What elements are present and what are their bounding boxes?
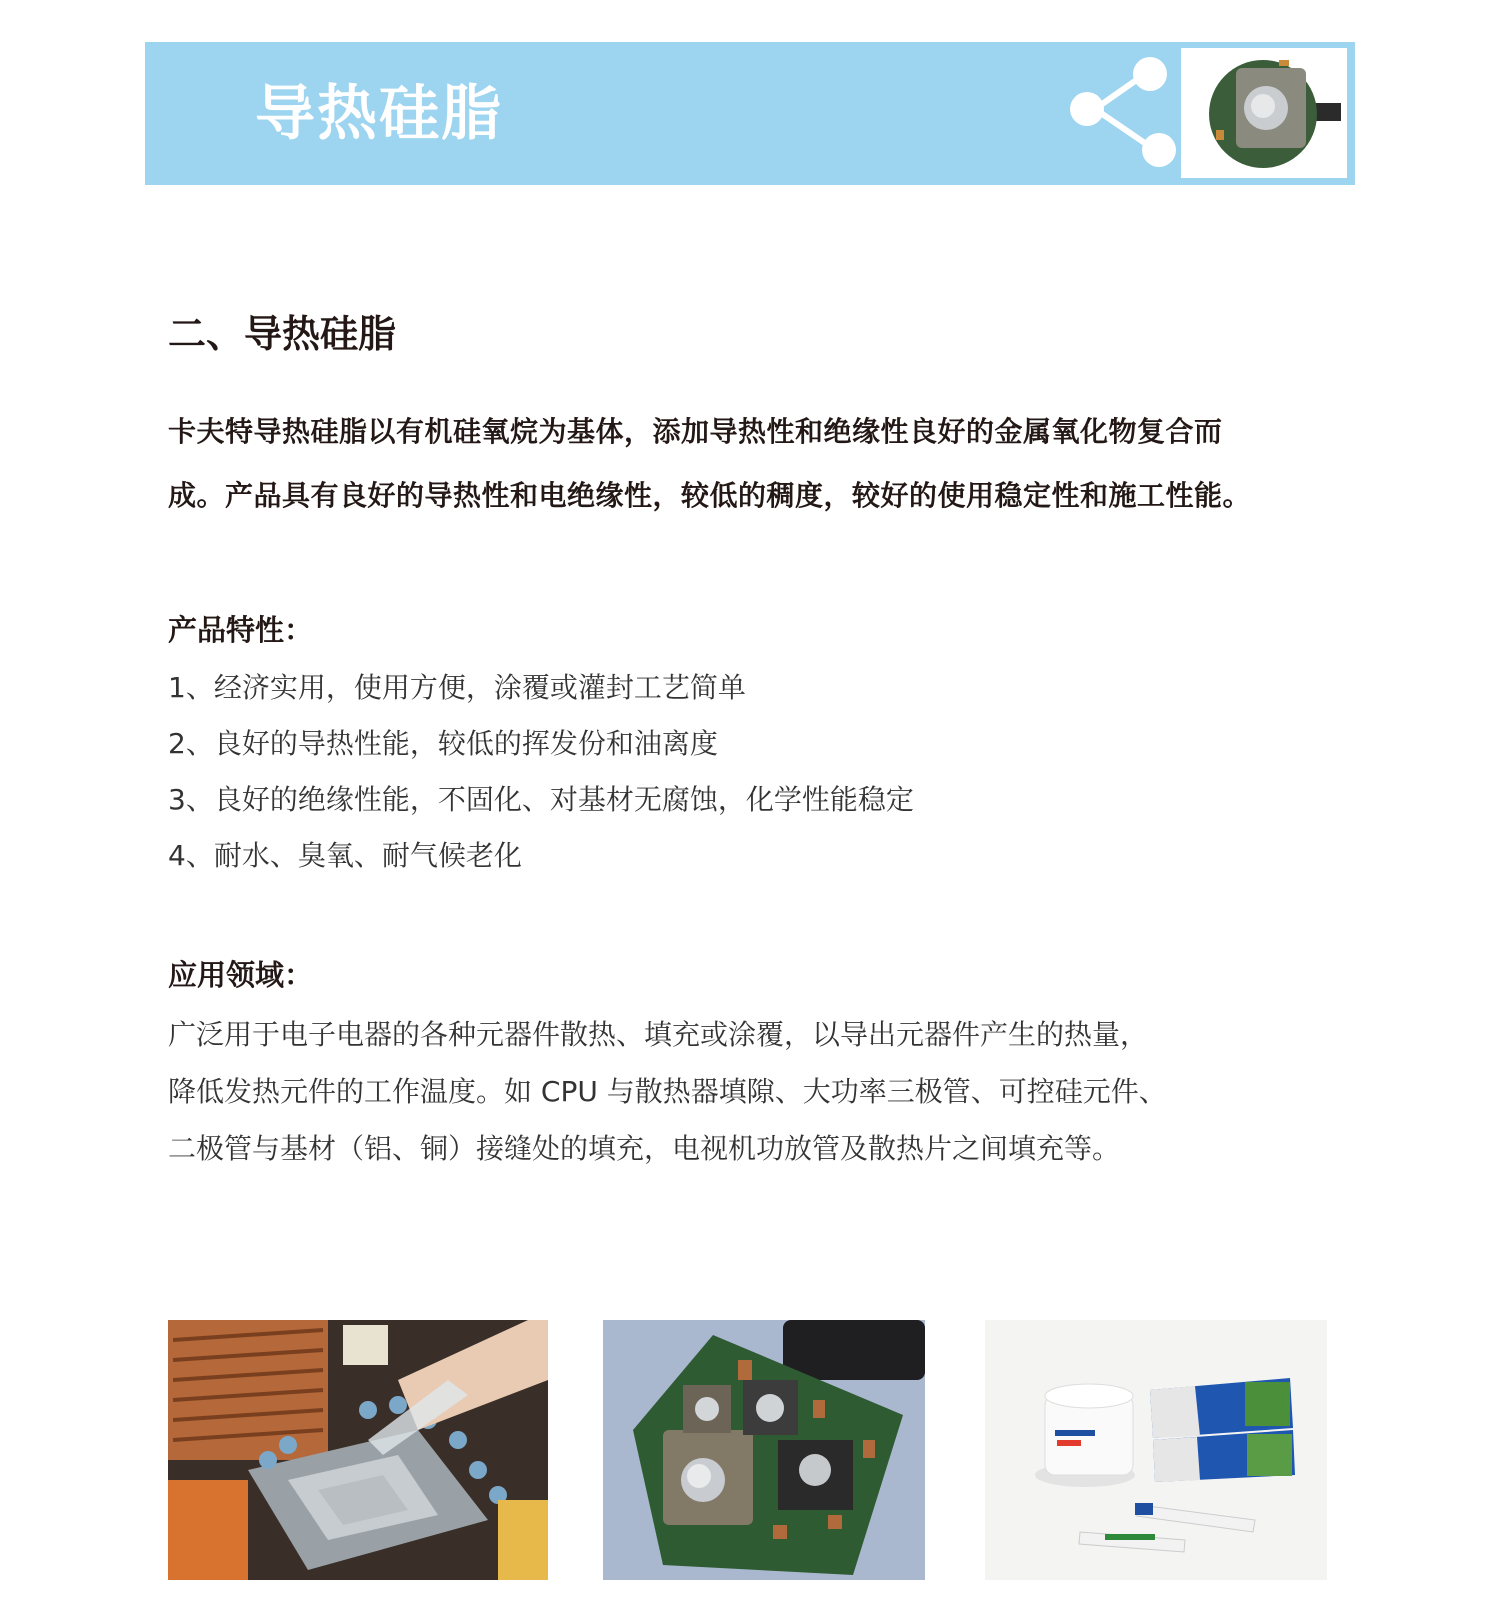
feature-item: 3、良好的绝缘性能，不固化、对基材无腐蚀，化学性能稳定 (168, 783, 914, 816)
intro-line: 成。产品具有良好的导热性和电绝缘性，较低的稠度，较好的使用稳定性和施工性能。 (168, 479, 1252, 512)
section-title: 二、导热硅脂 (168, 312, 397, 356)
feature-item: 1、经济实用，使用方便，涂覆或灌封工艺简单 (168, 671, 746, 704)
application-line: 二极管与基材（铝、铜）接缝处的填充，电视机功放管及散热片之间填充等。 (168, 1132, 1121, 1165)
photo-circuit-board (603, 1320, 925, 1580)
banner-title: 导热硅脂 (255, 79, 503, 149)
features-list (168, 660, 914, 884)
application-paragraph (168, 1006, 1167, 1177)
intro-paragraph (168, 400, 1393, 528)
features-heading: 产品特性： (168, 613, 314, 647)
application-heading: 应用领域： (168, 958, 314, 992)
application-line: 降低发热元件的工作温度。如 CPU 与散热器填隙、大功率三极管、可控硅元件、 (168, 1075, 1167, 1108)
application-line: 广泛用于电子电器的各种元器件散热、填充或涂覆，以导出元器件产生的热量， (168, 1018, 1149, 1051)
photo-cpu-application (168, 1320, 548, 1580)
share-icon (1065, 52, 1185, 172)
photo-product-packaging (985, 1320, 1327, 1580)
product-thumbnail (1181, 48, 1347, 178)
feature-item: 4、耐水、臭氧、耐气候老化 (168, 839, 522, 872)
intro-line: 卡夫特导热硅脂以有机硅氧烷为基体，添加导热性和绝缘性良好的金属氧化物复合而 (168, 415, 1223, 448)
feature-item: 2、良好的导热性能，较低的挥发份和油离度 (168, 727, 718, 760)
header-banner (145, 42, 1355, 185)
